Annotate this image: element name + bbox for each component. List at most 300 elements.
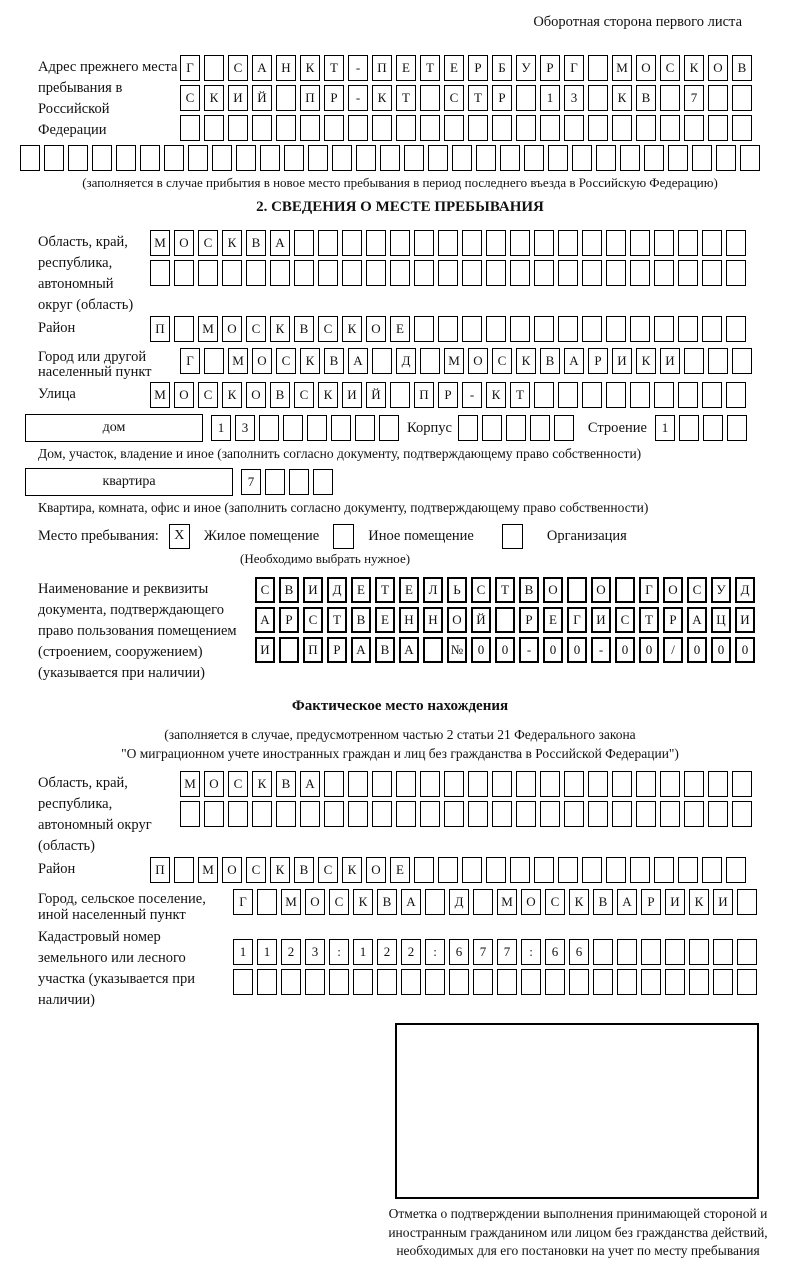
char-cell: 1	[353, 939, 373, 965]
char-cell	[558, 857, 578, 883]
char-cell	[44, 145, 64, 171]
char-cell	[606, 316, 626, 342]
char-cell: В	[519, 577, 539, 603]
char-cell	[612, 771, 632, 797]
char-cell	[204, 115, 224, 141]
char-cell	[468, 771, 488, 797]
char-cell	[252, 801, 272, 827]
char-cell	[390, 230, 410, 256]
char-cell	[300, 801, 320, 827]
char-cell: С	[615, 607, 635, 633]
char-cell	[510, 230, 530, 256]
char-cell	[726, 382, 746, 408]
char-cell	[702, 857, 722, 883]
char-cell	[425, 889, 445, 915]
residential-label: Жилое помещение	[203, 528, 320, 544]
char-cell	[270, 260, 290, 286]
char-cell: М	[612, 55, 632, 81]
organization-label: Организация	[546, 528, 627, 544]
cadastral-row-2	[233, 969, 761, 995]
char-cell	[630, 382, 650, 408]
char-cell: С	[228, 771, 248, 797]
char-cell: В	[540, 348, 560, 374]
fact-region-row-2	[180, 801, 756, 827]
char-cell: 0	[543, 637, 563, 663]
char-cell: К	[612, 85, 632, 111]
cadastral-block	[0, 925, 800, 1011]
char-cell: У	[711, 577, 731, 603]
char-cell	[582, 230, 602, 256]
char-cell: О	[366, 857, 386, 883]
document-row-2	[255, 607, 759, 633]
char-cell: К	[516, 348, 536, 374]
char-cell	[630, 260, 650, 286]
char-cell: 6	[569, 939, 589, 965]
char-cell: К	[342, 316, 362, 342]
char-cell	[582, 260, 602, 286]
char-cell: Т	[639, 607, 659, 633]
char-cell	[606, 260, 626, 286]
region-row-1	[150, 230, 750, 256]
char-cell	[545, 969, 565, 995]
char-cell	[516, 115, 536, 141]
char-cell	[588, 115, 608, 141]
char-cell: О	[663, 577, 683, 603]
char-cell: С	[329, 889, 349, 915]
apartment-row	[25, 468, 800, 496]
char-cell	[582, 316, 602, 342]
other-premises-label: Иное помещение	[368, 528, 474, 544]
district-block	[0, 316, 800, 346]
char-cell	[324, 771, 344, 797]
prev-address-row-4	[20, 145, 800, 171]
char-cell: М	[180, 771, 200, 797]
char-cell	[534, 230, 554, 256]
char-cell: Т	[510, 382, 530, 408]
char-cell: А	[252, 55, 272, 81]
street-block	[0, 382, 800, 412]
house-box-label: дом	[25, 414, 203, 442]
char-cell	[548, 145, 568, 171]
char-cell	[462, 260, 482, 286]
char-cell	[283, 415, 303, 441]
apartment-note: Квартира, комната, офис и иное (заполнить согласно документу, подтверждающему право собственности)	[38, 500, 649, 515]
street-row	[150, 382, 750, 408]
char-cell	[564, 115, 584, 141]
char-cell	[668, 145, 688, 171]
char-cell: О	[636, 55, 656, 81]
char-cell: Й	[252, 85, 272, 111]
char-cell: Е	[375, 607, 395, 633]
fact-city-label: Город, сельское поселение, иной населенный пункт	[38, 891, 206, 923]
apartment-box-label: квартира	[25, 468, 233, 496]
char-cell: Е	[543, 607, 563, 633]
char-cell: О	[174, 382, 194, 408]
house-note: Дом, участок, владение и иное (заполнить согласно документу, подтверждающему право собственности)	[38, 446, 642, 461]
page-title: Оборотная сторона первого листа	[533, 14, 742, 30]
char-cell: 0	[735, 637, 755, 663]
char-cell: Р	[468, 55, 488, 81]
char-cell	[665, 969, 685, 995]
char-cell: Д	[735, 577, 755, 603]
char-cell	[660, 801, 680, 827]
char-cell: П	[303, 637, 323, 663]
char-cell: М	[497, 889, 517, 915]
prev-address-grid	[180, 55, 756, 145]
char-cell	[348, 771, 368, 797]
char-cell: К	[222, 382, 242, 408]
char-cell	[684, 115, 704, 141]
char-cell	[636, 115, 656, 141]
char-cell	[420, 348, 440, 374]
char-cell	[558, 382, 578, 408]
char-cell: 0	[495, 637, 515, 663]
char-cell: И	[303, 577, 323, 603]
char-cell	[703, 415, 723, 441]
char-cell	[564, 801, 584, 827]
char-cell: Е	[444, 55, 464, 81]
char-cell	[708, 771, 728, 797]
char-cell	[569, 969, 589, 995]
char-cell: О	[447, 607, 467, 633]
char-cell: С	[471, 577, 491, 603]
stay-type-note: (Необходимо выбрать нужное)	[240, 551, 411, 566]
char-cell	[372, 348, 392, 374]
char-cell	[444, 115, 464, 141]
section2-title: 2. СВЕДЕНИЯ О МЕСТЕ ПРЕБЫВАНИЯ	[256, 199, 544, 215]
char-cell	[530, 415, 550, 441]
char-cell	[588, 55, 608, 81]
char-cell: 7	[473, 939, 493, 965]
char-cell: :	[521, 939, 541, 965]
char-cell: Г	[564, 55, 584, 81]
char-cell: 3	[564, 85, 584, 111]
char-cell: Г	[180, 348, 200, 374]
char-cell	[353, 969, 373, 995]
char-cell	[521, 969, 541, 995]
char-cell: О	[222, 857, 242, 883]
char-cell	[307, 415, 327, 441]
char-cell	[438, 316, 458, 342]
char-cell	[276, 85, 296, 111]
char-cell	[492, 801, 512, 827]
char-cell	[468, 115, 488, 141]
stay-type-label: Место пребывания:	[38, 528, 159, 544]
korpus-label: Корпус	[407, 419, 452, 436]
char-cell: К	[252, 771, 272, 797]
char-cell: И	[228, 85, 248, 111]
char-cell: 6	[449, 939, 469, 965]
char-cell: Е	[396, 55, 416, 81]
char-cell: Д	[396, 348, 416, 374]
region-block	[0, 230, 800, 316]
char-cell	[534, 382, 554, 408]
document-label: Наименование и реквизиты документа, подтверждающего право пользования помещением (строением, сооружением) (указывается при наличии)	[38, 581, 237, 681]
char-cell: К	[684, 55, 704, 81]
char-cell: О	[174, 230, 194, 256]
street-label: Улица	[38, 386, 76, 402]
char-cell	[708, 85, 728, 111]
prev-address-row-1	[180, 55, 756, 81]
char-cell: В	[377, 889, 397, 915]
char-cell	[228, 801, 248, 827]
char-cell	[313, 469, 333, 495]
char-cell	[236, 145, 256, 171]
char-cell	[726, 857, 746, 883]
char-cell: Й	[471, 607, 491, 633]
char-cell: О	[252, 348, 272, 374]
char-cell	[660, 771, 680, 797]
char-cell	[486, 316, 506, 342]
char-cell: :	[425, 939, 445, 965]
char-cell	[377, 969, 397, 995]
char-cell: С	[255, 577, 275, 603]
char-cell: К	[300, 348, 320, 374]
char-cell: У	[516, 55, 536, 81]
char-cell	[390, 382, 410, 408]
char-cell	[396, 801, 416, 827]
char-cell: -	[348, 55, 368, 81]
char-cell	[476, 145, 496, 171]
char-cell: В	[351, 607, 371, 633]
char-cell: К	[300, 55, 320, 81]
char-cell: Р	[438, 382, 458, 408]
stroenie-cells	[655, 419, 751, 436]
char-cell: А	[270, 230, 290, 256]
char-cell: В	[246, 230, 266, 256]
char-cell: С	[198, 230, 218, 256]
char-cell: С	[545, 889, 565, 915]
char-cell: 1	[211, 415, 231, 441]
char-cell	[558, 260, 578, 286]
char-cell: К	[689, 889, 709, 915]
char-cell: О	[591, 577, 611, 603]
char-cell: Ц	[711, 607, 731, 633]
char-cell: Р	[588, 348, 608, 374]
char-cell	[654, 382, 674, 408]
char-cell	[495, 607, 515, 633]
char-cell	[702, 316, 722, 342]
char-cell	[300, 115, 320, 141]
char-cell: 1	[540, 85, 560, 111]
char-cell	[366, 230, 386, 256]
char-cell	[617, 969, 637, 995]
char-cell	[678, 857, 698, 883]
actual-location-note-line1: (заполняется в случае, предусмотренном частью 2 статьи 21 Федерального закона	[164, 727, 636, 742]
char-cell: С	[492, 348, 512, 374]
char-cell: С	[444, 85, 464, 111]
char-cell	[404, 145, 424, 171]
char-cell	[212, 145, 232, 171]
char-cell	[252, 115, 272, 141]
char-cell	[567, 577, 587, 603]
char-cell	[534, 260, 554, 286]
char-cell: П	[150, 857, 170, 883]
char-cell	[257, 969, 277, 995]
char-cell: А	[255, 607, 275, 633]
char-cell	[732, 85, 752, 111]
char-cell	[606, 382, 626, 408]
char-cell	[318, 260, 338, 286]
char-cell	[727, 415, 747, 441]
char-cell: 7	[241, 469, 261, 495]
char-cell	[732, 115, 752, 141]
char-cell	[732, 801, 752, 827]
stamp-caption: Отметка о подтверждении выполнения принимающей стороной и иностранным гражданином или лицом без гражданства действий, необходимых для его постановки на учет по месту пребывания	[388, 1206, 768, 1258]
char-cell	[468, 801, 488, 827]
char-cell	[588, 771, 608, 797]
char-cell: /	[663, 637, 683, 663]
char-cell	[20, 145, 40, 171]
char-cell	[558, 230, 578, 256]
char-cell	[420, 115, 440, 141]
actual-location-note	[0, 725, 800, 763]
char-cell: С	[294, 382, 314, 408]
char-cell	[684, 771, 704, 797]
char-cell	[425, 969, 445, 995]
char-cell: С	[660, 55, 680, 81]
fact-district-row	[150, 857, 750, 883]
city-block	[0, 348, 800, 380]
char-cell: :	[329, 939, 349, 965]
char-cell	[582, 382, 602, 408]
char-cell: Р	[663, 607, 683, 633]
char-cell: Т	[468, 85, 488, 111]
district-label: Район	[38, 320, 76, 336]
char-cell: С	[318, 316, 338, 342]
char-cell: А	[617, 889, 637, 915]
char-cell: 2	[377, 939, 397, 965]
char-cell: О	[204, 771, 224, 797]
char-cell: Р	[540, 55, 560, 81]
char-cell: В	[270, 382, 290, 408]
region-row-2	[150, 260, 750, 286]
char-cell	[630, 316, 650, 342]
char-cell: К	[372, 85, 392, 111]
char-cell	[482, 415, 502, 441]
char-cell	[540, 801, 560, 827]
char-cell	[222, 260, 242, 286]
char-cell	[420, 771, 440, 797]
char-cell	[150, 260, 170, 286]
char-cell	[588, 85, 608, 111]
char-cell	[228, 115, 248, 141]
char-cell: К	[270, 857, 290, 883]
char-cell	[516, 85, 536, 111]
char-cell: С	[318, 857, 338, 883]
char-cell: 3	[305, 939, 325, 965]
char-cell: Е	[351, 577, 371, 603]
char-cell	[665, 939, 685, 965]
char-cell: О	[305, 889, 325, 915]
char-cell	[204, 801, 224, 827]
char-cell	[654, 260, 674, 286]
char-cell	[617, 939, 637, 965]
char-cell	[702, 230, 722, 256]
char-cell	[438, 857, 458, 883]
char-cell	[198, 260, 218, 286]
char-cell	[180, 801, 200, 827]
char-cell: К	[636, 348, 656, 374]
char-cell: -	[348, 85, 368, 111]
char-cell: И	[612, 348, 632, 374]
char-cell	[516, 771, 536, 797]
char-cell	[305, 969, 325, 995]
char-cell: М	[281, 889, 301, 915]
char-cell: П	[414, 382, 434, 408]
char-cell	[260, 145, 280, 171]
char-cell: М	[150, 230, 170, 256]
char-cell: -	[462, 382, 482, 408]
char-cell: 3	[235, 415, 255, 441]
char-cell	[500, 145, 520, 171]
char-cell: А	[399, 637, 419, 663]
char-cell	[554, 415, 574, 441]
char-cell: А	[564, 348, 584, 374]
char-cell: К	[318, 382, 338, 408]
char-cell: И	[665, 889, 685, 915]
char-cell: В	[324, 348, 344, 374]
char-cell	[396, 771, 416, 797]
char-cell	[401, 969, 421, 995]
char-cell: И	[342, 382, 362, 408]
char-cell	[726, 230, 746, 256]
char-cell: Г	[180, 55, 200, 81]
char-cell	[366, 260, 386, 286]
char-cell: А	[351, 637, 371, 663]
char-cell	[582, 857, 602, 883]
char-cell	[289, 469, 309, 495]
char-cell	[510, 316, 530, 342]
char-cell	[324, 801, 344, 827]
char-cell: Е	[390, 857, 410, 883]
char-cell	[492, 771, 512, 797]
char-cell	[516, 801, 536, 827]
char-cell	[331, 415, 351, 441]
char-cell	[534, 316, 554, 342]
char-cell	[732, 348, 752, 374]
char-cell	[679, 415, 699, 441]
char-cell	[708, 801, 728, 827]
char-cell	[486, 857, 506, 883]
prev-address-note: (заполняется в случае прибытия в новое место пребывания в период последнего въезда в Российскую Федерацию)	[82, 175, 718, 190]
char-cell	[414, 260, 434, 286]
char-cell: Т	[375, 577, 395, 603]
char-cell	[612, 801, 632, 827]
char-cell	[606, 857, 626, 883]
char-cell	[294, 260, 314, 286]
char-cell: Н	[423, 607, 443, 633]
char-cell	[140, 145, 160, 171]
char-cell	[342, 230, 362, 256]
fact-region-label: Область, край, республика, автономный округ (область)	[38, 775, 152, 854]
house-row	[25, 414, 800, 442]
char-cell	[713, 939, 733, 965]
char-cell: В	[276, 771, 296, 797]
char-cell	[593, 939, 613, 965]
char-cell: И	[735, 607, 755, 633]
char-cell	[414, 316, 434, 342]
char-cell	[246, 260, 266, 286]
document-row-1	[255, 577, 759, 603]
char-cell	[444, 771, 464, 797]
char-cell: 0	[471, 637, 491, 663]
char-cell	[702, 382, 722, 408]
char-cell	[458, 415, 478, 441]
char-cell: С	[246, 316, 266, 342]
char-cell	[348, 115, 368, 141]
char-cell	[462, 230, 482, 256]
